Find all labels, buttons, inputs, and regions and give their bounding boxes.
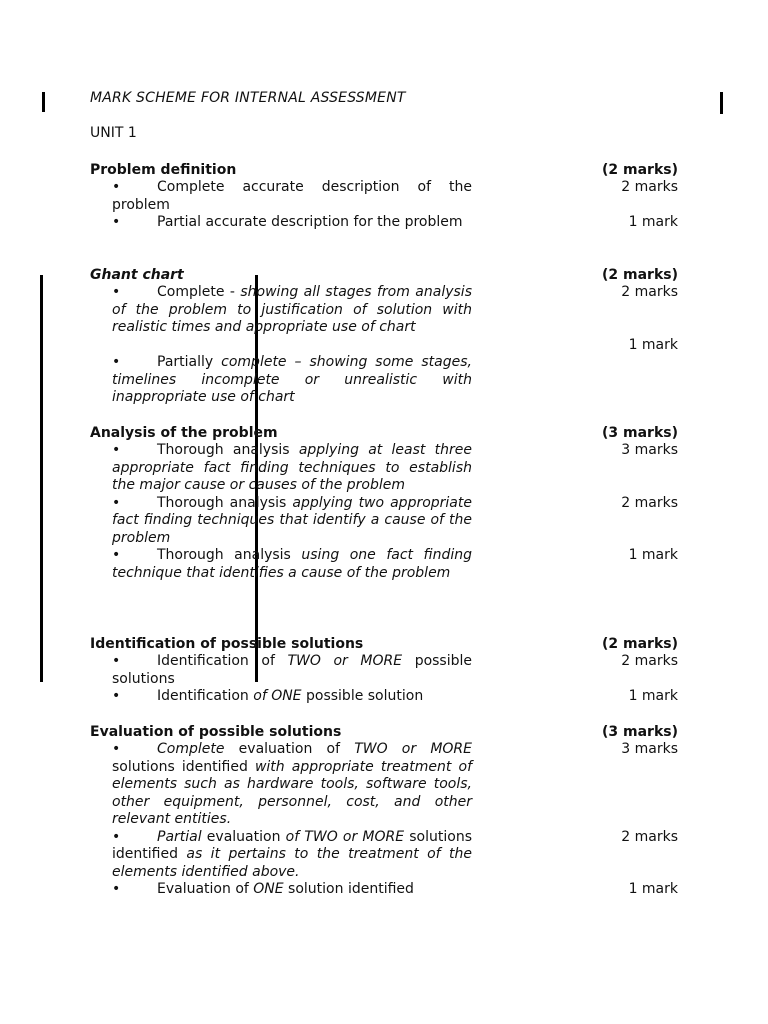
criterion-mark: 1 mark xyxy=(628,214,678,230)
criterion-text-plain: Partially xyxy=(157,354,222,370)
criterion-text-plain: Thorough analysis xyxy=(157,494,293,511)
section-title: Analysis of the problem xyxy=(90,425,278,441)
criterion-text-italic: showing all stages from analysis of the problem to justification of solution with realistic times and appropriate use of chart xyxy=(112,284,472,335)
section-title: Evaluation of possible solutions xyxy=(90,724,342,740)
criterion-text-plain: evaluation of xyxy=(224,741,355,757)
criterion-item xyxy=(90,495,678,548)
criterion-item xyxy=(90,881,678,899)
unit-heading: UNIT 1 xyxy=(90,125,137,141)
criterion-mark xyxy=(621,284,678,354)
criterion-text-plain: solutions identified xyxy=(112,828,472,862)
criterion-text-italic: Partial xyxy=(157,828,202,845)
criterion-text xyxy=(112,653,472,688)
criterion-mark: 2 marks xyxy=(621,653,678,669)
criterion-text-plain: Thorough analysis xyxy=(157,442,299,458)
section-title: Ghant chart xyxy=(90,267,184,283)
criterion-text: • Partial accurate description for the problem xyxy=(112,214,472,232)
criterion-text xyxy=(112,547,472,582)
section-header xyxy=(90,266,678,284)
section-identification xyxy=(90,635,678,706)
criterion-mark-partial: 1 mark xyxy=(628,336,678,353)
criterion-text xyxy=(112,284,472,337)
criterion-item xyxy=(90,214,678,232)
criterion-mark-full: 2 marks xyxy=(621,284,678,300)
criterion-item xyxy=(90,688,678,706)
criterion-text xyxy=(112,688,472,706)
criterion-text-plain: Evaluation of xyxy=(157,881,254,897)
criterion-text-plain: Complete - xyxy=(157,284,241,300)
criterion-text-italic: TWO or MORE xyxy=(354,741,472,757)
section-header xyxy=(90,424,678,442)
criterion-mark: 2 marks xyxy=(621,828,678,845)
criterion-text: • Complete accurate description of the problem xyxy=(112,179,472,214)
criterion-text-italic: Complete xyxy=(157,741,225,757)
section-title: Problem definition xyxy=(90,162,237,178)
criterion-item xyxy=(90,179,678,214)
criterion-mark: 3 marks xyxy=(621,741,678,757)
criterion-text-plain: possible solution xyxy=(301,688,424,704)
section-problem-definition xyxy=(90,161,678,232)
criterion-mark: 1 mark xyxy=(628,547,678,563)
criterion-text xyxy=(112,442,472,495)
criterion-text xyxy=(112,881,472,899)
section-marks: (3 marks) xyxy=(602,724,678,740)
left-vertical-line xyxy=(40,275,43,682)
right-edge-mark xyxy=(720,92,723,114)
criterion-item xyxy=(90,547,678,582)
criterion-text-italic: applying at least three appropriate fact finding techniques to establish the major cause or causes of the problem xyxy=(112,442,472,493)
criterion-text-plain: possible solutions xyxy=(112,653,473,687)
section-analysis xyxy=(90,424,678,582)
criterion-item xyxy=(90,354,678,407)
criterion-text xyxy=(112,354,472,407)
criterion-item xyxy=(90,829,678,882)
criterion-mark: 3 marks xyxy=(621,442,678,458)
criterion-item xyxy=(90,653,678,688)
criterion-text-plain: solution identified xyxy=(283,881,414,897)
criterion-text-italic: of TWO or MORE xyxy=(285,828,405,845)
criterion-text-plain: Identification of xyxy=(157,653,288,669)
section-marks: (2 marks) xyxy=(602,636,678,652)
criterion-text-italic: applying two appropriate fact finding techniques that identify a cause of the problem xyxy=(112,494,472,546)
criterion-text-italic: as it pertains to the treatment of the elements identified above. xyxy=(112,846,472,880)
section-header xyxy=(90,723,678,741)
criterion-text xyxy=(112,829,472,882)
criterion-text-italic: of ONE xyxy=(253,688,302,704)
criterion-text-plain: Thorough analysis xyxy=(157,547,302,563)
left-edge-mark xyxy=(42,92,45,112)
criterion-text-plain: solutions identified xyxy=(112,758,255,775)
section-header xyxy=(90,635,678,653)
criterion-text-italic: TWO or MORE xyxy=(287,653,403,669)
criterion-text-italic: using one fact finding technique that identifies a cause of the problem xyxy=(112,547,472,581)
criterion-mark: 1 mark xyxy=(628,881,678,897)
criterion-text-italic: complete – showing some stages, timelines incomplete or unrealistic with inappropriate use of chart xyxy=(112,354,472,405)
section-evaluation xyxy=(90,723,678,899)
criterion-mark: 2 marks xyxy=(621,494,678,511)
criterion-text-italic: ONE xyxy=(253,881,284,897)
criterion-item xyxy=(90,741,678,829)
section-ghant-chart xyxy=(90,266,678,407)
criterion-text-plain: Identification xyxy=(157,688,254,704)
criterion-text xyxy=(112,495,472,548)
section-marks: (2 marks) xyxy=(602,267,678,283)
criterion-item xyxy=(90,442,678,495)
criterion-mark: 2 marks xyxy=(621,179,678,195)
section-marks: (3 marks) xyxy=(602,425,678,441)
document-title: MARK SCHEME FOR INTERNAL ASSESSMENT xyxy=(90,90,406,106)
criterion-mark: 1 mark xyxy=(628,688,678,704)
section-marks: (2 marks) xyxy=(602,162,678,178)
criterion-text xyxy=(112,741,472,829)
criterion-text-plain: evaluation xyxy=(201,828,286,845)
section-header xyxy=(90,161,678,179)
criterion-text-italic: with appropriate treatment of elements such as hardware tools, software tools, other equipment, personnel, cost, and other relevant entities. xyxy=(112,758,472,827)
criterion-item xyxy=(90,284,678,354)
section-title: Identification of possible solutions xyxy=(90,636,364,652)
